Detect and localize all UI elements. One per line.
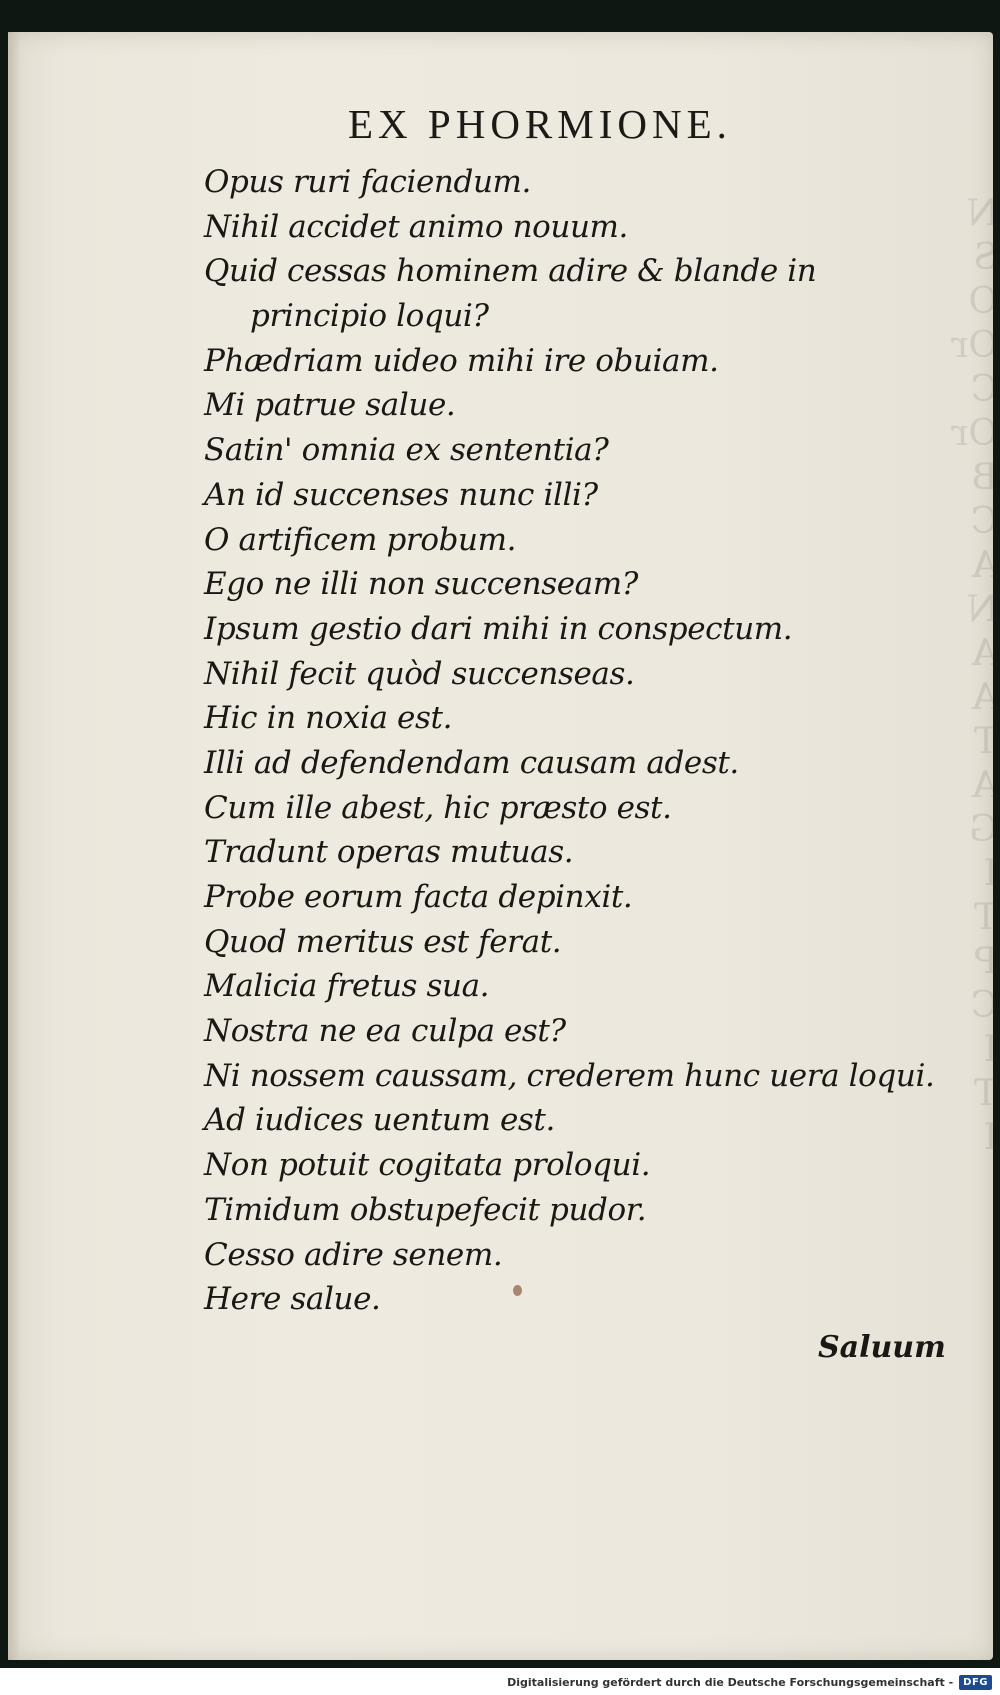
text-line: Nihil accidet animo nouum. bbox=[204, 208, 628, 245]
text-line: Cum ille abest, hic præsto est. bbox=[204, 789, 672, 826]
text-line: Ipsum gestio dari mihi in conspectum. bbox=[204, 610, 793, 647]
text-line: Nostra ne ea culpa est? bbox=[204, 1013, 566, 1050]
text-line: Satin' omnia ex sententia? bbox=[204, 432, 609, 469]
page-gutter-shadow bbox=[8, 32, 20, 1660]
dfg-logo: DFG bbox=[959, 1675, 992, 1690]
text-line: Opus ruri faciendum. bbox=[204, 164, 531, 200]
text-line: O artificem probum. bbox=[204, 521, 517, 558]
text-line: Mi patrue salue. bbox=[204, 387, 456, 424]
text-line: Timidum obstupefecit pudor. bbox=[204, 1191, 647, 1228]
text-line: principio loqui? bbox=[250, 298, 489, 335]
text-line: Cesso adire senem. bbox=[204, 1236, 503, 1273]
text-line: Non potuit cogitata proloqui. bbox=[204, 1147, 651, 1184]
running-head: EX PHORMIONE. bbox=[348, 101, 732, 147]
text-line: Nihil fecit quòd succenseas. bbox=[204, 655, 635, 692]
text-block bbox=[204, 160, 935, 1322]
catchword: Saluum bbox=[818, 1330, 946, 1365]
text-line: An id succenses nunc illi? bbox=[204, 476, 598, 513]
text-line: Ad iudices uentum est. bbox=[204, 1102, 555, 1139]
text-line: Ego ne illi non succenseam? bbox=[204, 566, 638, 603]
text-line: Probe eorum facta depinxit. bbox=[204, 879, 633, 915]
digitization-footer bbox=[507, 1671, 992, 1693]
text-line: Illi ad defendendam causam adest. bbox=[204, 744, 739, 781]
text-line: Malicia fretus sua. bbox=[204, 968, 490, 1005]
paper-stain bbox=[513, 1285, 522, 1296]
show-through-text: N S O Or C Or B C A N A A T A G I T P C I T I bbox=[951, 193, 998, 1158]
text-line: Quod meritus est ferat. bbox=[204, 923, 562, 960]
text-line: Ni nossem caussam, crederem hunc uera loqui. bbox=[204, 1057, 935, 1094]
text-line: Phædriam uideo mihi ire obuiam. bbox=[204, 342, 719, 379]
text-line: Quid cessas hominem adire & blande in bbox=[204, 253, 817, 290]
text-line: Here salue. bbox=[204, 1281, 381, 1318]
text-line: Tradunt operas mutuas. bbox=[204, 834, 574, 871]
funding-credit: Digitalisierung gefördert durch die Deutsche Forschungsgemeinschaft - bbox=[507, 1675, 954, 1689]
text-line: Hic in noxia est. bbox=[204, 700, 453, 737]
